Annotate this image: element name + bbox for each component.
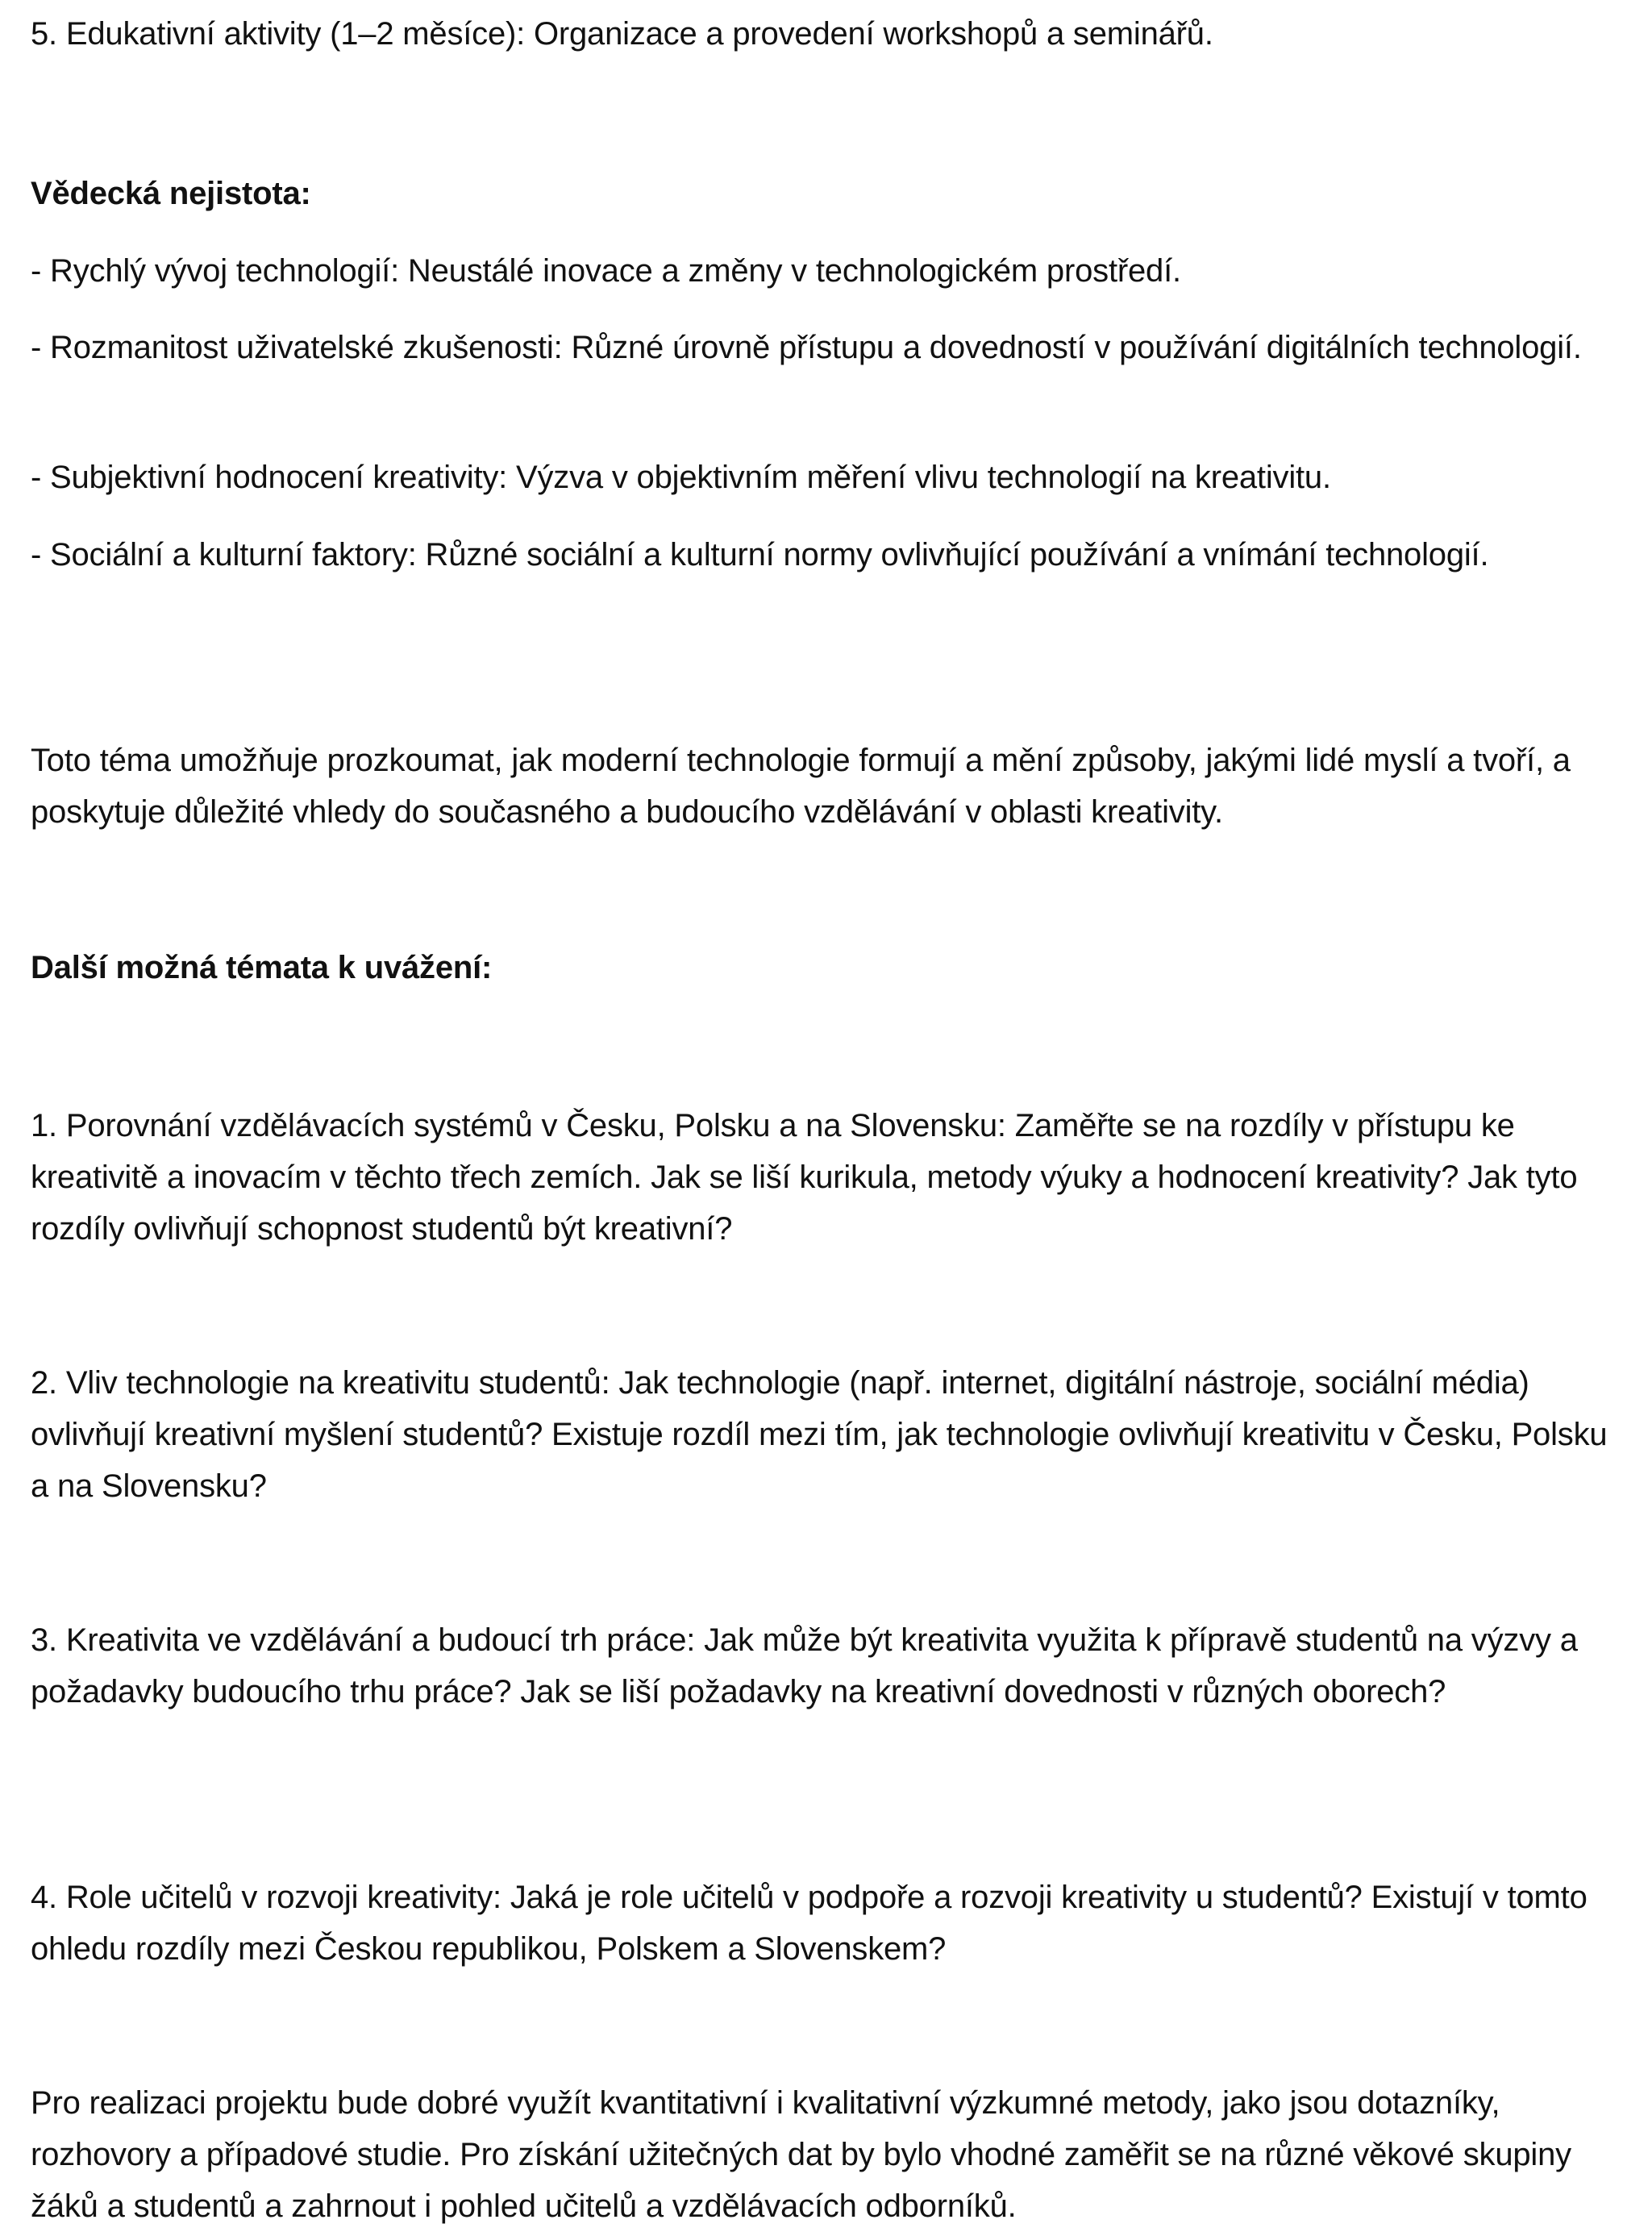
topic-item-3: 3. Kreativita ve vzdělávání a budoucí trh práce: Jak může být kreativita využita k přípravě studentů na výzvy a požadavky budoucího trhu práce? Jak se liší požadavky na kreativní dovednosti v různých oborech? bbox=[31, 1622, 1578, 1709]
scientific-uncertainty-heading: Vědecká nejistota: bbox=[31, 176, 311, 211]
uncertainty-bullet-4: - Sociální a kulturní faktory: Různé sociální a kulturní normy ovlivňující používání a vnímání technologií. bbox=[31, 537, 1489, 573]
topic-item-4: 4. Role učitelů v rozvoji kreativity: Jaká je role učitelů v podpoře a rozvoji kreativity u studentů? Existují v tomto ohledu rozdíly mezi Českou republikou, Polskem a Slovenskem? bbox=[31, 1880, 1588, 1967]
research-methods-paragraph: Pro realizaci projektu bude dobré využít kvantitativní i kvalitativní výzkumné metody, jako jsou dotazníky, rozhovory a případové studie. Pro získání užitečných dat by bylo vhodné zaměřit se na různé věkové skupiny žáků a studentů a zahrnout i pohled učitelů a vzdělávacích odborníků. bbox=[31, 2085, 1571, 2224]
activity-5-paragraph: 5. Edukativní aktivity (1–2 měsíce): Organizace a provedení workshopů a seminářů. bbox=[31, 16, 1213, 52]
uncertainty-bullet-3: - Subjektivní hodnocení kreativity: Výzva v objektivním měření vlivu technologií na kreativitu. bbox=[31, 460, 1331, 495]
topic-summary-paragraph: Toto téma umožňuje prozkoumat, jak moderní technologie formují a mění způsoby, jakými lidé myslí a tvoří, a poskytuje důležité vhledy do současného a budoucího vzdělávání v oblasti kreativity. bbox=[31, 743, 1571, 830]
uncertainty-bullet-1: - Rychlý vývoj technologií: Neustálé inovace a změny v technologickém prostředí. bbox=[31, 253, 1181, 289]
other-topics-heading: Další možná témata k uvážení: bbox=[31, 950, 493, 985]
topic-item-2: 2. Vliv technologie na kreativitu studentů: Jak technologie (např. internet, digitální nástroje, sociální média) ovlivňují kreativní myšlení studentů? Existuje rozdíl mezi tím, jak technologie ovlivňují kreativitu v Česku, Polsku a na Slovensku? bbox=[31, 1365, 1608, 1504]
uncertainty-bullet-2: - Rozmanitost uživatelské zkušenosti: Různé úrovně přístupu a dovedností v používání digitálních technologií. bbox=[31, 330, 1582, 365]
topic-item-1: 1. Porovnání vzdělávacích systémů v Česku, Polsku a na Slovensku: Zaměřte se na rozdíly v přístupu ke kreativitě a inovacím v těchto třech zemích. Jak se liší kurikula, metody výuky a hodnocení kreativity? Jak tyto rozdíly ovlivňují schopnost studentů být kreativní? bbox=[31, 1108, 1578, 1247]
